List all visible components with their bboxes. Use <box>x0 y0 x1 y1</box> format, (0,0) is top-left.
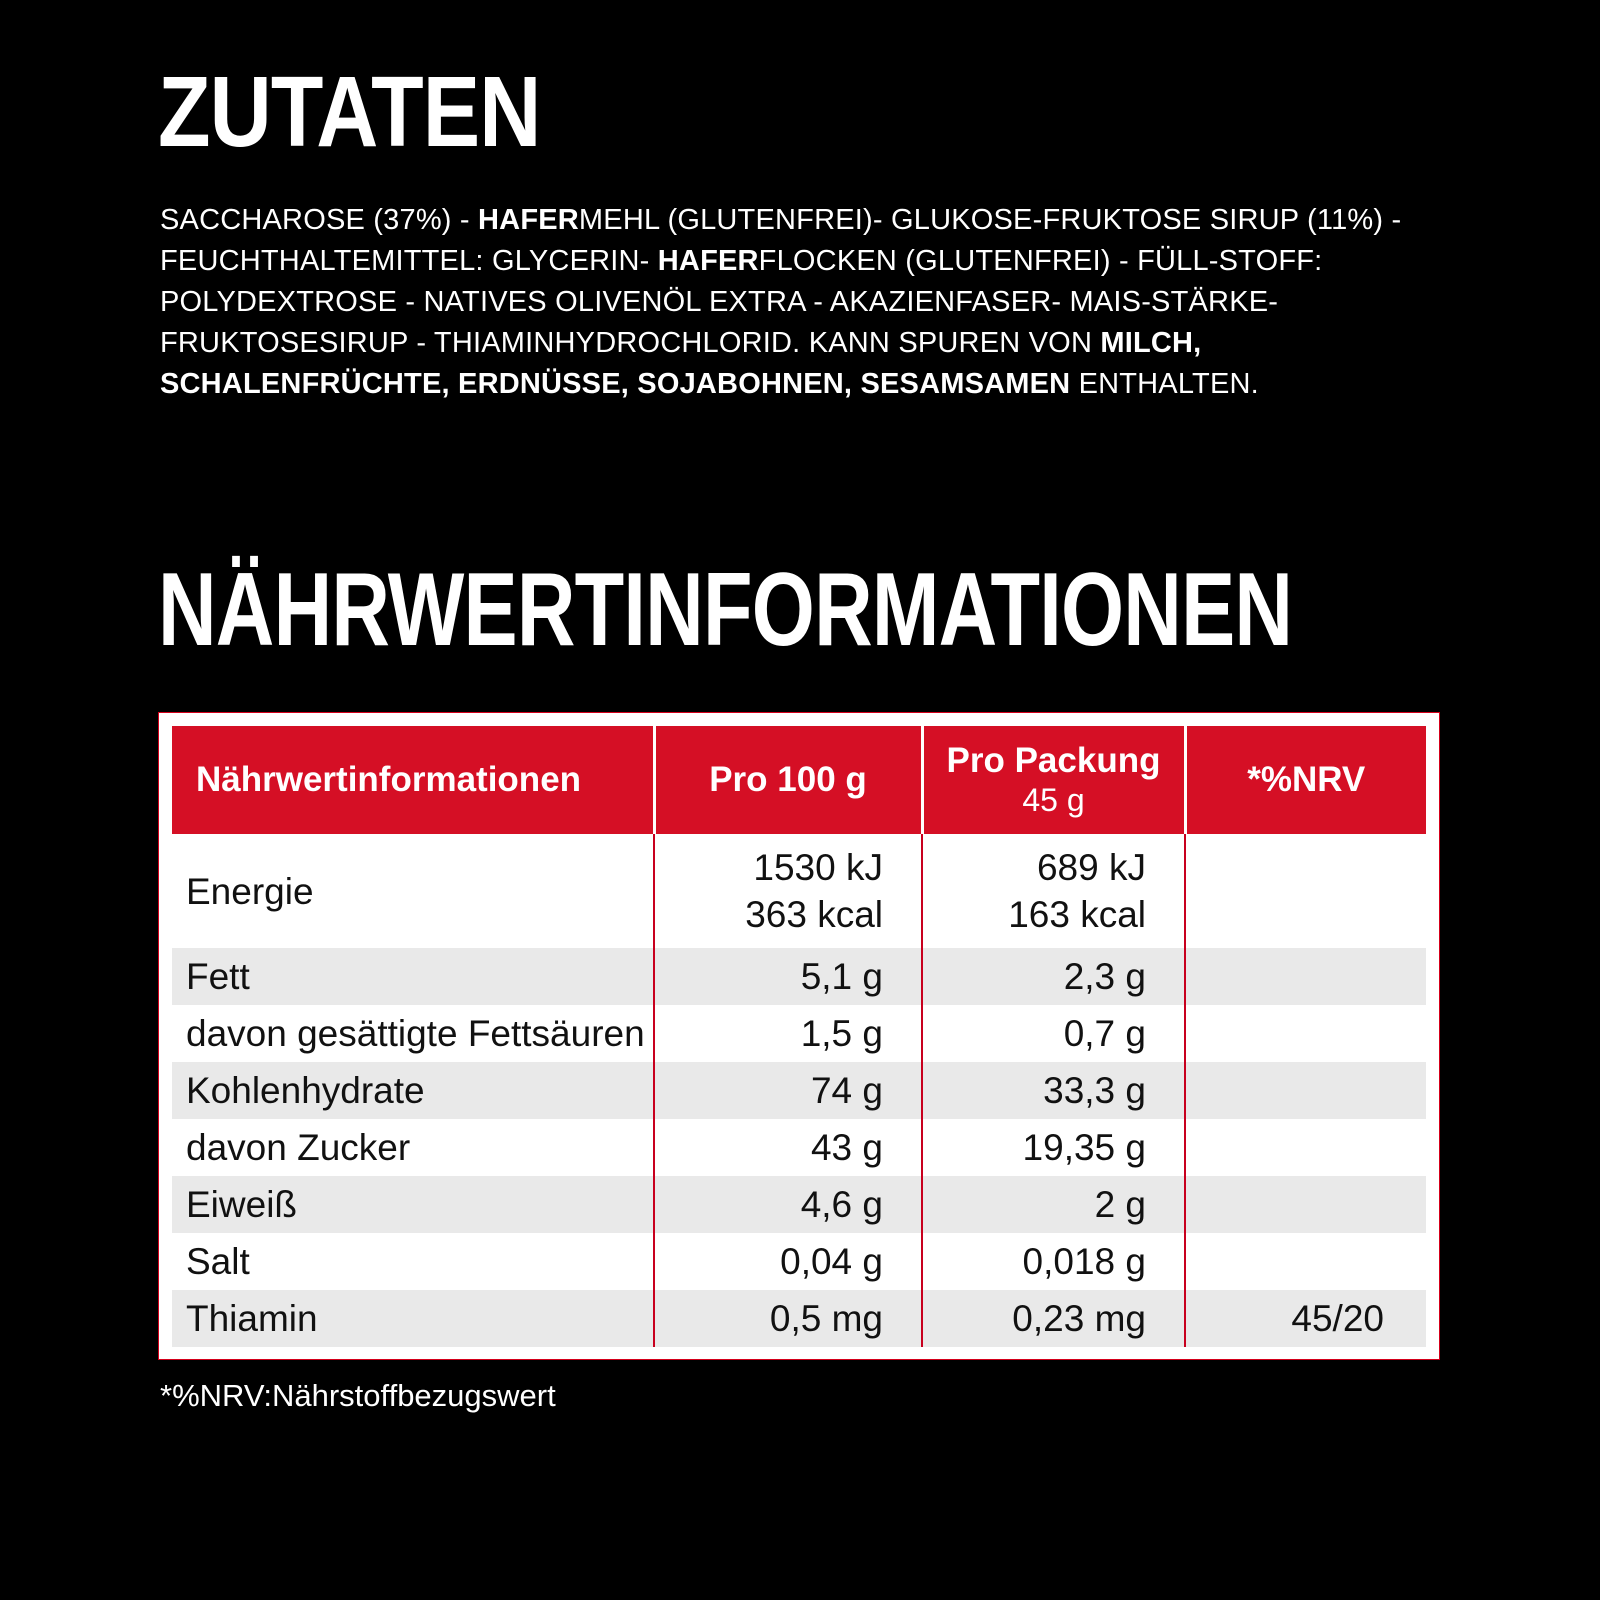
table-row <box>172 834 1426 948</box>
header-per-pack-label: Pro Packung <box>946 740 1161 780</box>
per-100g-value: 43 g <box>654 1119 922 1176</box>
table-row <box>172 948 1426 1005</box>
ingredients-title: ZUTATEN <box>158 56 541 168</box>
nrv-value <box>1185 834 1426 948</box>
header-per-pack-size: 45 g <box>1022 781 1085 818</box>
table-row <box>172 1233 1426 1290</box>
ingredients-segment-bold: HAFER <box>657 245 759 277</box>
table-row <box>172 1176 1426 1233</box>
nrv-value: 45/20 <box>1185 1290 1426 1347</box>
per-100g-value: 5,1 g <box>654 948 922 1005</box>
per-pack-value: 0,7 g <box>922 1005 1185 1062</box>
nutrient-name: davon Zucker <box>186 1126 411 1168</box>
nutrition-table <box>172 726 1426 1347</box>
table-row <box>172 1062 1426 1119</box>
nrv-value <box>1185 1119 1426 1176</box>
ingredients-segment-bold: MILCH, SCHALENFRÜCHTE, ERDNÜSSE, SOJABOHNEN, SESAMSAMEN <box>160 327 1202 400</box>
per-100g-value: 74 g <box>654 1062 922 1119</box>
per-pack-value: 19,35 g <box>922 1119 1185 1176</box>
nutrient-name: Fett <box>172 948 654 1005</box>
ingredients-segment: ENTHALTEN. <box>1070 368 1259 400</box>
nutrition-title: NÄHRWERTINFORMATIONEN <box>158 552 1293 668</box>
nutrient-name: Salt <box>186 1240 250 1282</box>
nutrition-table-frame <box>158 712 1440 1360</box>
energy-kj: 689 kJ <box>1036 847 1146 888</box>
ingredients-segment: FLOCKEN (GLUTENFREI) - FÜLL-STOFF: POLYDEXTROSE - NATIVES OLIVENÖL EXTRA - AKAZIENFASER- MAIS-STÄRKE- FRUKTOSESIRUP - THIAMINHYDROCHLORID. KANN SPUREN VON <box>160 245 1323 359</box>
nrv-footnote: *%NRV:Nährstoffbezugswert <box>160 1378 556 1413</box>
energy-kj: 1530 kJ <box>753 847 883 888</box>
ingredients-segment-bold: HAFER <box>478 204 579 236</box>
table-row <box>172 1005 1426 1062</box>
per-pack-value: 0,23 mg <box>922 1290 1185 1347</box>
table-row <box>172 1290 1426 1347</box>
nutrient-name: davon gesättigte Fettsäuren <box>186 1012 645 1054</box>
per-100g-value: 0,5 mg <box>654 1290 922 1347</box>
header-per-100g: Pro 100 g <box>654 726 922 834</box>
table-header-row <box>172 726 1426 834</box>
energy-kcal: 163 kcal <box>1008 894 1146 935</box>
per-pack-value: 33,3 g <box>922 1062 1185 1119</box>
nutrient-name: Thiamin <box>172 1290 654 1347</box>
per-100g-value: 0,04 g <box>654 1233 922 1290</box>
per-100g-value: 1,5 g <box>654 1005 922 1062</box>
table-row <box>172 1119 1426 1176</box>
nutrient-name: Energie <box>186 870 314 912</box>
per-pack-value: 0,018 g <box>922 1233 1185 1290</box>
nutrient-name: Eiweiß <box>172 1176 654 1233</box>
header-per-pack <box>922 726 1185 834</box>
nutrient-name: Kohlenhydrate <box>172 1062 654 1119</box>
nrv-value <box>1185 1062 1426 1119</box>
nrv-value <box>1185 1233 1426 1290</box>
ingredients-text <box>160 200 1490 405</box>
nrv-value <box>1185 1176 1426 1233</box>
per-pack-value: 2 g <box>922 1176 1185 1233</box>
per-100g-value: 4,6 g <box>654 1176 922 1233</box>
energy-kcal: 363 kcal <box>745 894 883 935</box>
header-nutrient: Nährwertinformationen <box>172 726 654 834</box>
per-pack-value: 2,3 g <box>922 948 1185 1005</box>
per-pack-value <box>922 834 1185 948</box>
ingredients-segment: MEHL (GLUTENFREI)- GLUKOSE-FRUKTOSE SIRUP (11%) - FEUCHTHALTEMITTEL: GLYCERIN- <box>160 204 1402 277</box>
header-nrv: *%NRV <box>1185 726 1426 834</box>
per-100g-value <box>654 834 922 948</box>
nrv-value <box>1185 948 1426 1005</box>
ingredients-segment: SACCHAROSE (37%) - <box>160 204 479 236</box>
nrv-value <box>1185 1005 1426 1062</box>
